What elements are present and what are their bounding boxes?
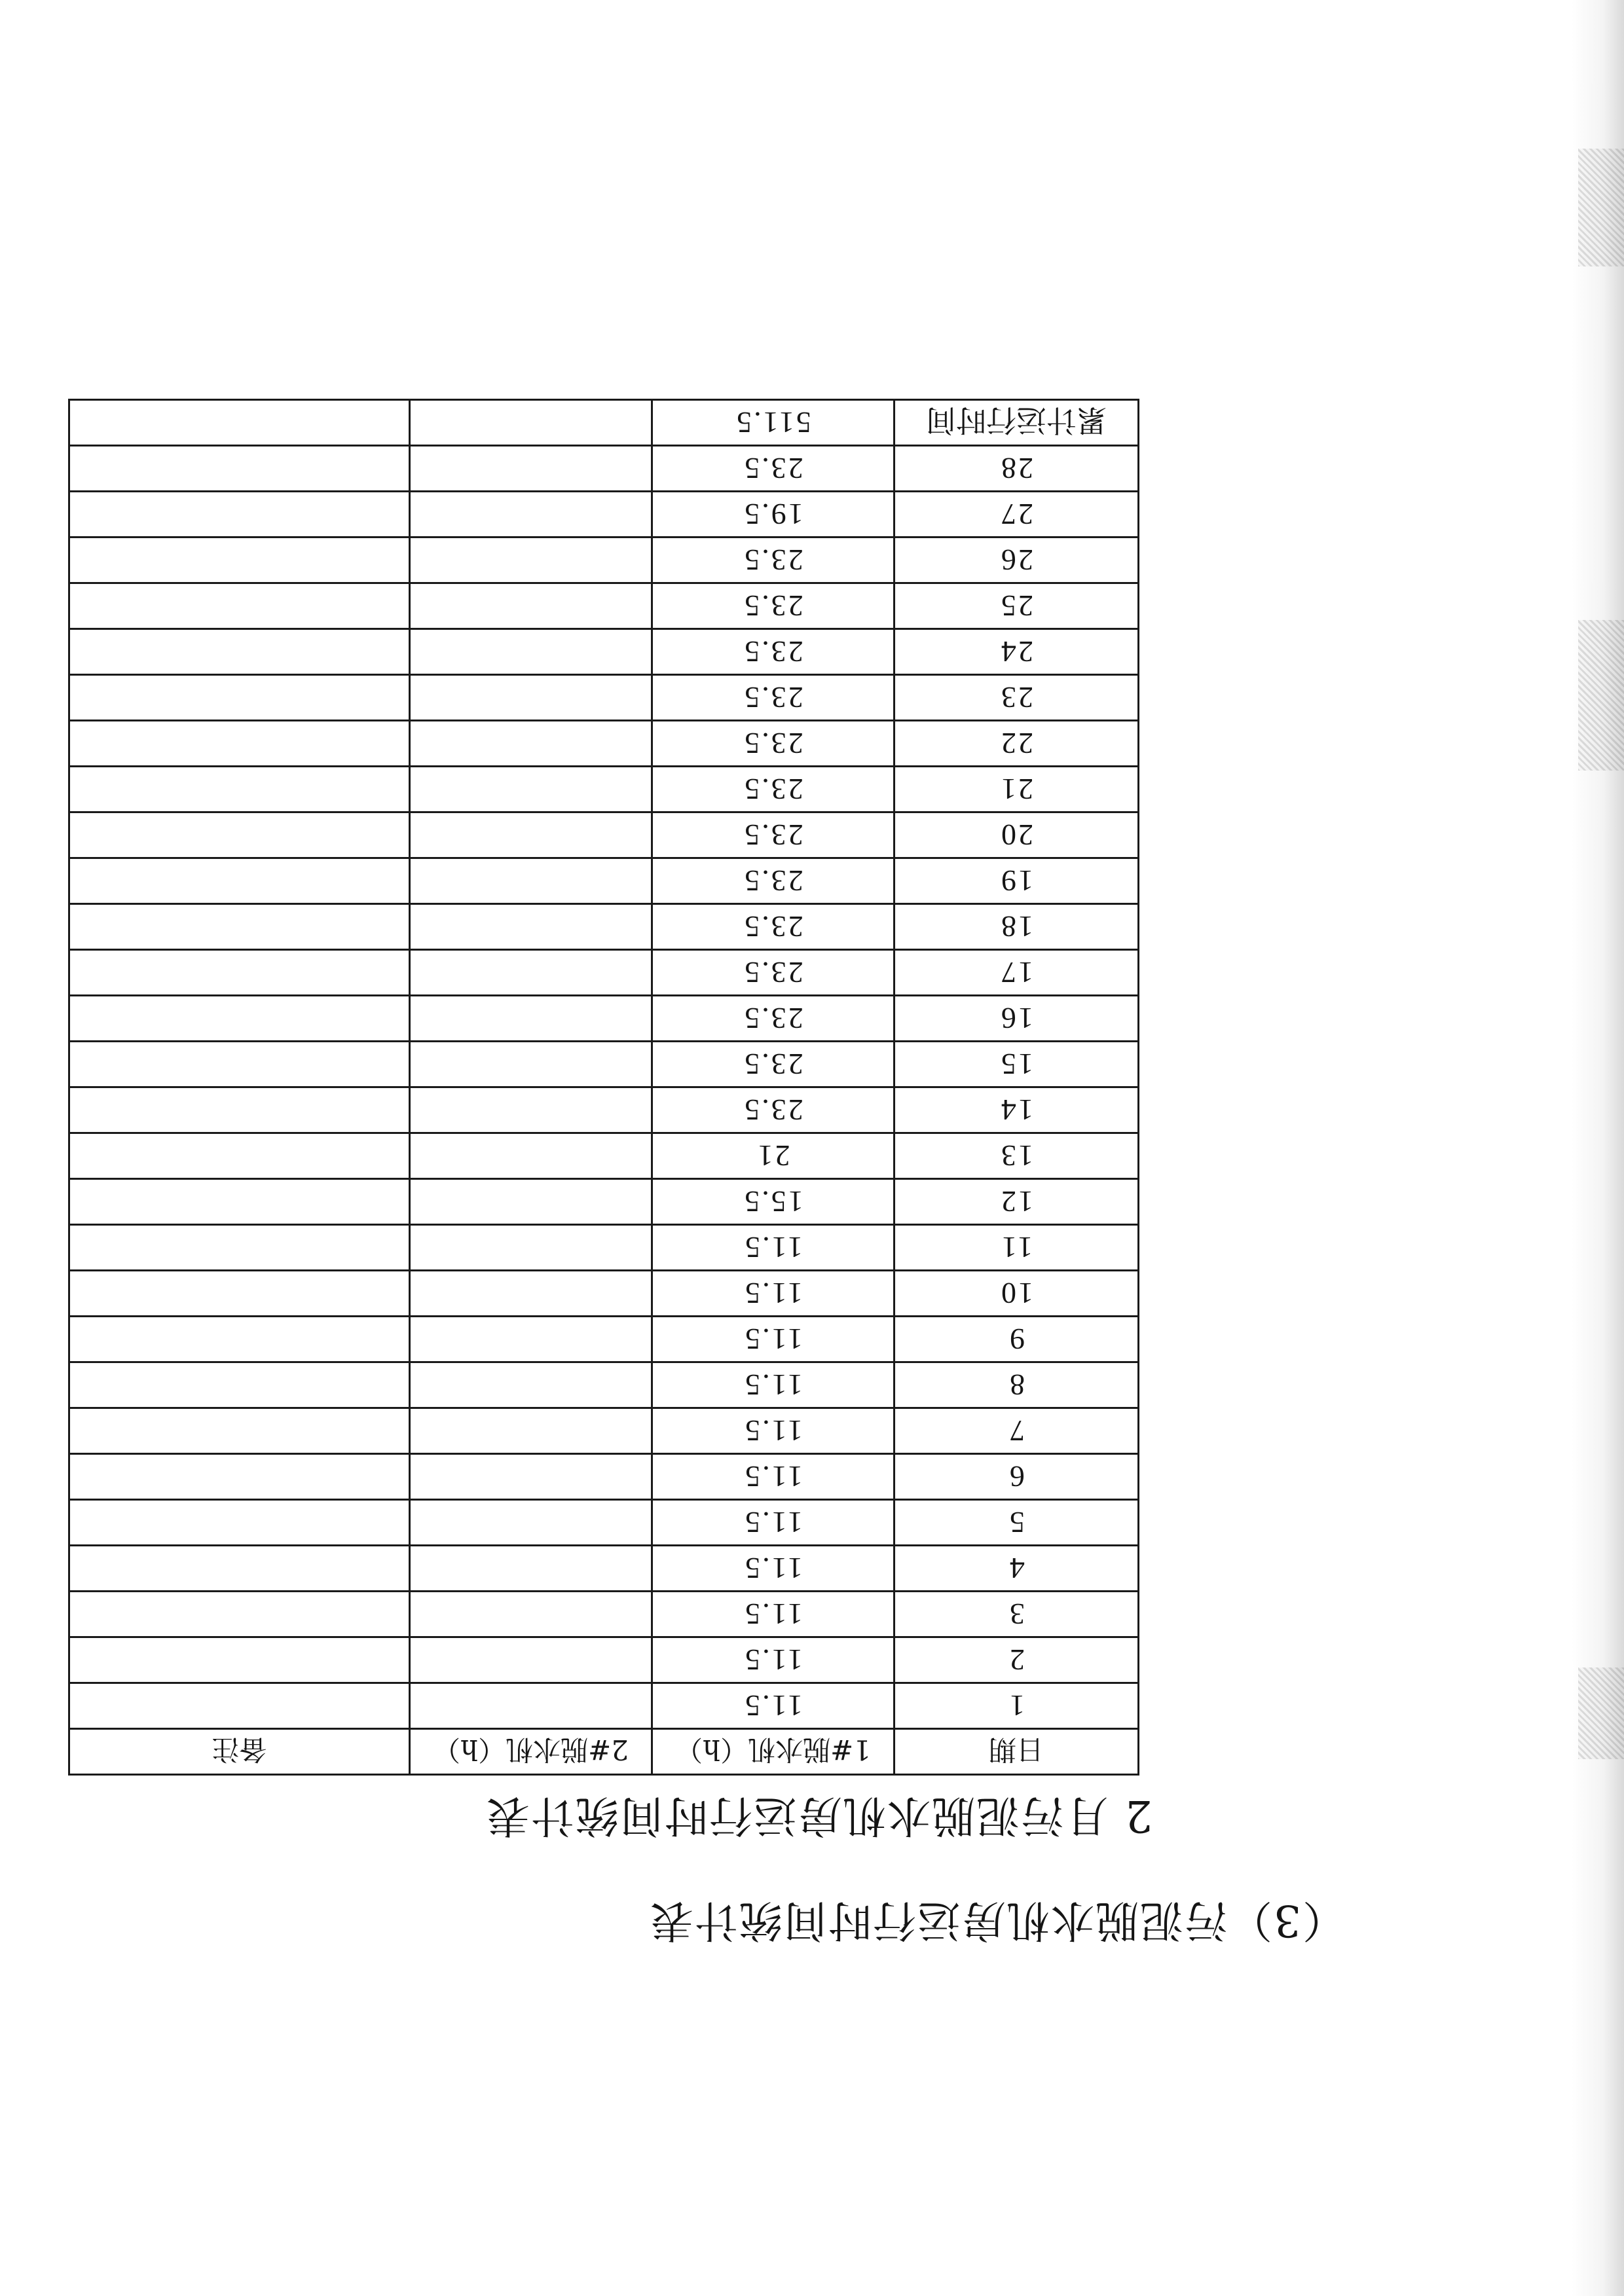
table-row: [69, 1133, 1139, 1179]
row-machine2: [410, 721, 652, 767]
row-date: 16: [895, 996, 1139, 1042]
row-date: 21: [895, 767, 1139, 812]
row-machine2: [410, 858, 652, 904]
row-remark: [69, 1546, 410, 1592]
row-date: 17: [895, 950, 1139, 996]
row-date: 11: [895, 1225, 1139, 1271]
row-machine1: 11.5: [652, 1683, 895, 1729]
row-date: 20: [895, 812, 1139, 858]
table-row: [69, 996, 1139, 1042]
row-date: 8: [895, 1362, 1139, 1408]
row-remark: [69, 1408, 410, 1454]
row-machine2: [410, 1271, 652, 1317]
row-remark: [69, 996, 410, 1042]
row-machine1: 11.5: [652, 1592, 895, 1637]
row-machine2: [410, 446, 652, 492]
row-remark: [69, 1042, 410, 1087]
row-remark: [69, 1179, 410, 1225]
table-row: [69, 1408, 1139, 1454]
row-date: 9: [895, 1317, 1139, 1362]
row-date: 18: [895, 904, 1139, 950]
row-date: 13: [895, 1133, 1139, 1179]
row-date: 19: [895, 858, 1139, 904]
row-remark: [69, 1317, 410, 1362]
row-date: 24: [895, 629, 1139, 675]
row-date: 27: [895, 492, 1139, 538]
row-machine2: [410, 812, 652, 858]
table-row: [69, 904, 1139, 950]
row-machine2: [410, 1454, 652, 1500]
row-date: 28: [895, 446, 1139, 492]
row-machine1: 23.5: [652, 812, 895, 858]
row-machine1: 11.5: [652, 1317, 895, 1362]
row-machine2: [410, 996, 652, 1042]
header-date: 日期: [895, 1729, 1139, 1775]
row-remark: [69, 446, 410, 492]
row-machine2: [410, 950, 652, 996]
table-header-row: [69, 1729, 1139, 1775]
row-machine2: [410, 1133, 652, 1179]
scan-blot: [1578, 620, 1624, 771]
row-machine2: [410, 1317, 652, 1362]
table-row: [69, 1637, 1139, 1683]
row-machine2: [410, 1362, 652, 1408]
row-machine2: [410, 1637, 652, 1683]
row-date: 10: [895, 1271, 1139, 1317]
table-row: [69, 538, 1139, 583]
row-remark: [69, 1133, 410, 1179]
row-remark: [69, 1683, 410, 1729]
row-machine1: 11.5: [652, 1362, 895, 1408]
row-machine1: 21: [652, 1133, 895, 1179]
row-machine1: 23.5: [652, 1042, 895, 1087]
row-remark: [69, 858, 410, 904]
row-remark: [69, 767, 410, 812]
row-remark: [69, 1087, 410, 1133]
header-remarks: 备注: [69, 1729, 410, 1775]
scan-blot: [1578, 149, 1624, 266]
table-row: [69, 1546, 1139, 1592]
table-row: [69, 1362, 1139, 1408]
row-remark: [69, 1500, 410, 1546]
row-date: 12: [895, 1179, 1139, 1225]
row-machine1: 23.5: [652, 904, 895, 950]
row-remark: [69, 492, 410, 538]
row-remark: [69, 812, 410, 858]
row-remark: [69, 904, 410, 950]
row-machine2: [410, 1408, 652, 1454]
row-machine2: [410, 767, 652, 812]
table-row: [69, 1317, 1139, 1362]
table-row: [69, 1454, 1139, 1500]
row-machine1: 11.5: [652, 1546, 895, 1592]
total-remark: [69, 400, 410, 446]
table-title: 2 月污泥脱水机房运行时间统计表: [485, 1791, 1153, 1841]
row-machine1: 23.5: [652, 629, 895, 675]
row-date: 22: [895, 721, 1139, 767]
row-machine1: 23.5: [652, 446, 895, 492]
row-machine2: [410, 583, 652, 629]
row-remark: [69, 1637, 410, 1683]
row-machine1: 11.5: [652, 1408, 895, 1454]
row-date: 15: [895, 1042, 1139, 1087]
total-row: [69, 400, 1139, 446]
row-remark: [69, 1592, 410, 1637]
row-remark: [69, 538, 410, 583]
row-machine1: 11.5: [652, 1500, 895, 1546]
table-row: [69, 812, 1139, 858]
table-row: [69, 1225, 1139, 1271]
row-machine1: 23.5: [652, 950, 895, 996]
row-machine2: [410, 1179, 652, 1225]
row-machine1: 23.5: [652, 996, 895, 1042]
table-row: [69, 721, 1139, 767]
row-date: 26: [895, 538, 1139, 583]
row-remark: [69, 950, 410, 996]
row-machine1: 23.5: [652, 538, 895, 583]
table-row: [69, 858, 1139, 904]
scan-edge-noise: [1572, 0, 1624, 2296]
row-remark: [69, 629, 410, 675]
row-machine1: 23.5: [652, 767, 895, 812]
row-machine1: 23.5: [652, 583, 895, 629]
row-date: 4: [895, 1546, 1139, 1592]
row-machine1: 23.5: [652, 858, 895, 904]
row-machine2: [410, 492, 652, 538]
table-row: [69, 767, 1139, 812]
row-machine1: 23.5: [652, 1087, 895, 1133]
table-row: [69, 675, 1139, 721]
header-machine1: 1#脱水机（h）: [652, 1729, 895, 1775]
row-machine2: [410, 1546, 652, 1592]
row-machine2: [410, 1500, 652, 1546]
table-row: [69, 1683, 1139, 1729]
row-machine1: 11.5: [652, 1454, 895, 1500]
row-date: 23: [895, 675, 1139, 721]
table-body: [69, 400, 1139, 1729]
row-machine1: 23.5: [652, 675, 895, 721]
runtime-table: [68, 399, 1139, 1776]
row-machine1: 11.5: [652, 1225, 895, 1271]
row-machine1: 11.5: [652, 1271, 895, 1317]
row-remark: [69, 1225, 410, 1271]
table-row: [69, 583, 1139, 629]
header-machine2: 2#脱水机（h）: [410, 1729, 652, 1775]
total-machine2: [410, 400, 652, 446]
row-date: 7: [895, 1408, 1139, 1454]
row-remark: [69, 583, 410, 629]
row-machine2: [410, 538, 652, 583]
table-row: [69, 446, 1139, 492]
scan-blot: [1578, 1667, 1624, 1759]
table-row: [69, 1592, 1139, 1637]
table-row: [69, 1042, 1139, 1087]
row-machine1: 15.5: [652, 1179, 895, 1225]
row-machine1: 11.5: [652, 1637, 895, 1683]
row-date: 3: [895, 1592, 1139, 1637]
row-date: 25: [895, 583, 1139, 629]
row-machine2: [410, 1087, 652, 1133]
row-remark: [69, 1271, 410, 1317]
row-date: 6: [895, 1454, 1139, 1500]
row-machine2: [410, 1225, 652, 1271]
row-remark: [69, 1362, 410, 1408]
row-date: 14: [895, 1087, 1139, 1133]
row-machine2: [410, 1592, 652, 1637]
row-remark: [69, 675, 410, 721]
table-row: [69, 1179, 1139, 1225]
section-heading: （3）污泥脱水机房运行时间统计表: [649, 1895, 1346, 1946]
table-row: [69, 1500, 1139, 1546]
table-row: [69, 1271, 1139, 1317]
row-date: 1: [895, 1683, 1139, 1729]
table-row: [69, 492, 1139, 538]
row-remark: [69, 721, 410, 767]
row-machine1: 23.5: [652, 721, 895, 767]
row-machine2: [410, 1042, 652, 1087]
row-date: 2: [895, 1637, 1139, 1683]
row-date: 5: [895, 1500, 1139, 1546]
row-machine2: [410, 1683, 652, 1729]
table-row: [69, 950, 1139, 996]
row-machine2: [410, 675, 652, 721]
row-machine1: 19.5: [652, 492, 895, 538]
table-row: [69, 629, 1139, 675]
row-remark: [69, 1454, 410, 1500]
row-machine2: [410, 629, 652, 675]
table-row: [69, 1087, 1139, 1133]
total-label: 累计运行时间: [895, 400, 1139, 446]
total-machine1: 511.5: [652, 400, 895, 446]
row-machine2: [410, 904, 652, 950]
